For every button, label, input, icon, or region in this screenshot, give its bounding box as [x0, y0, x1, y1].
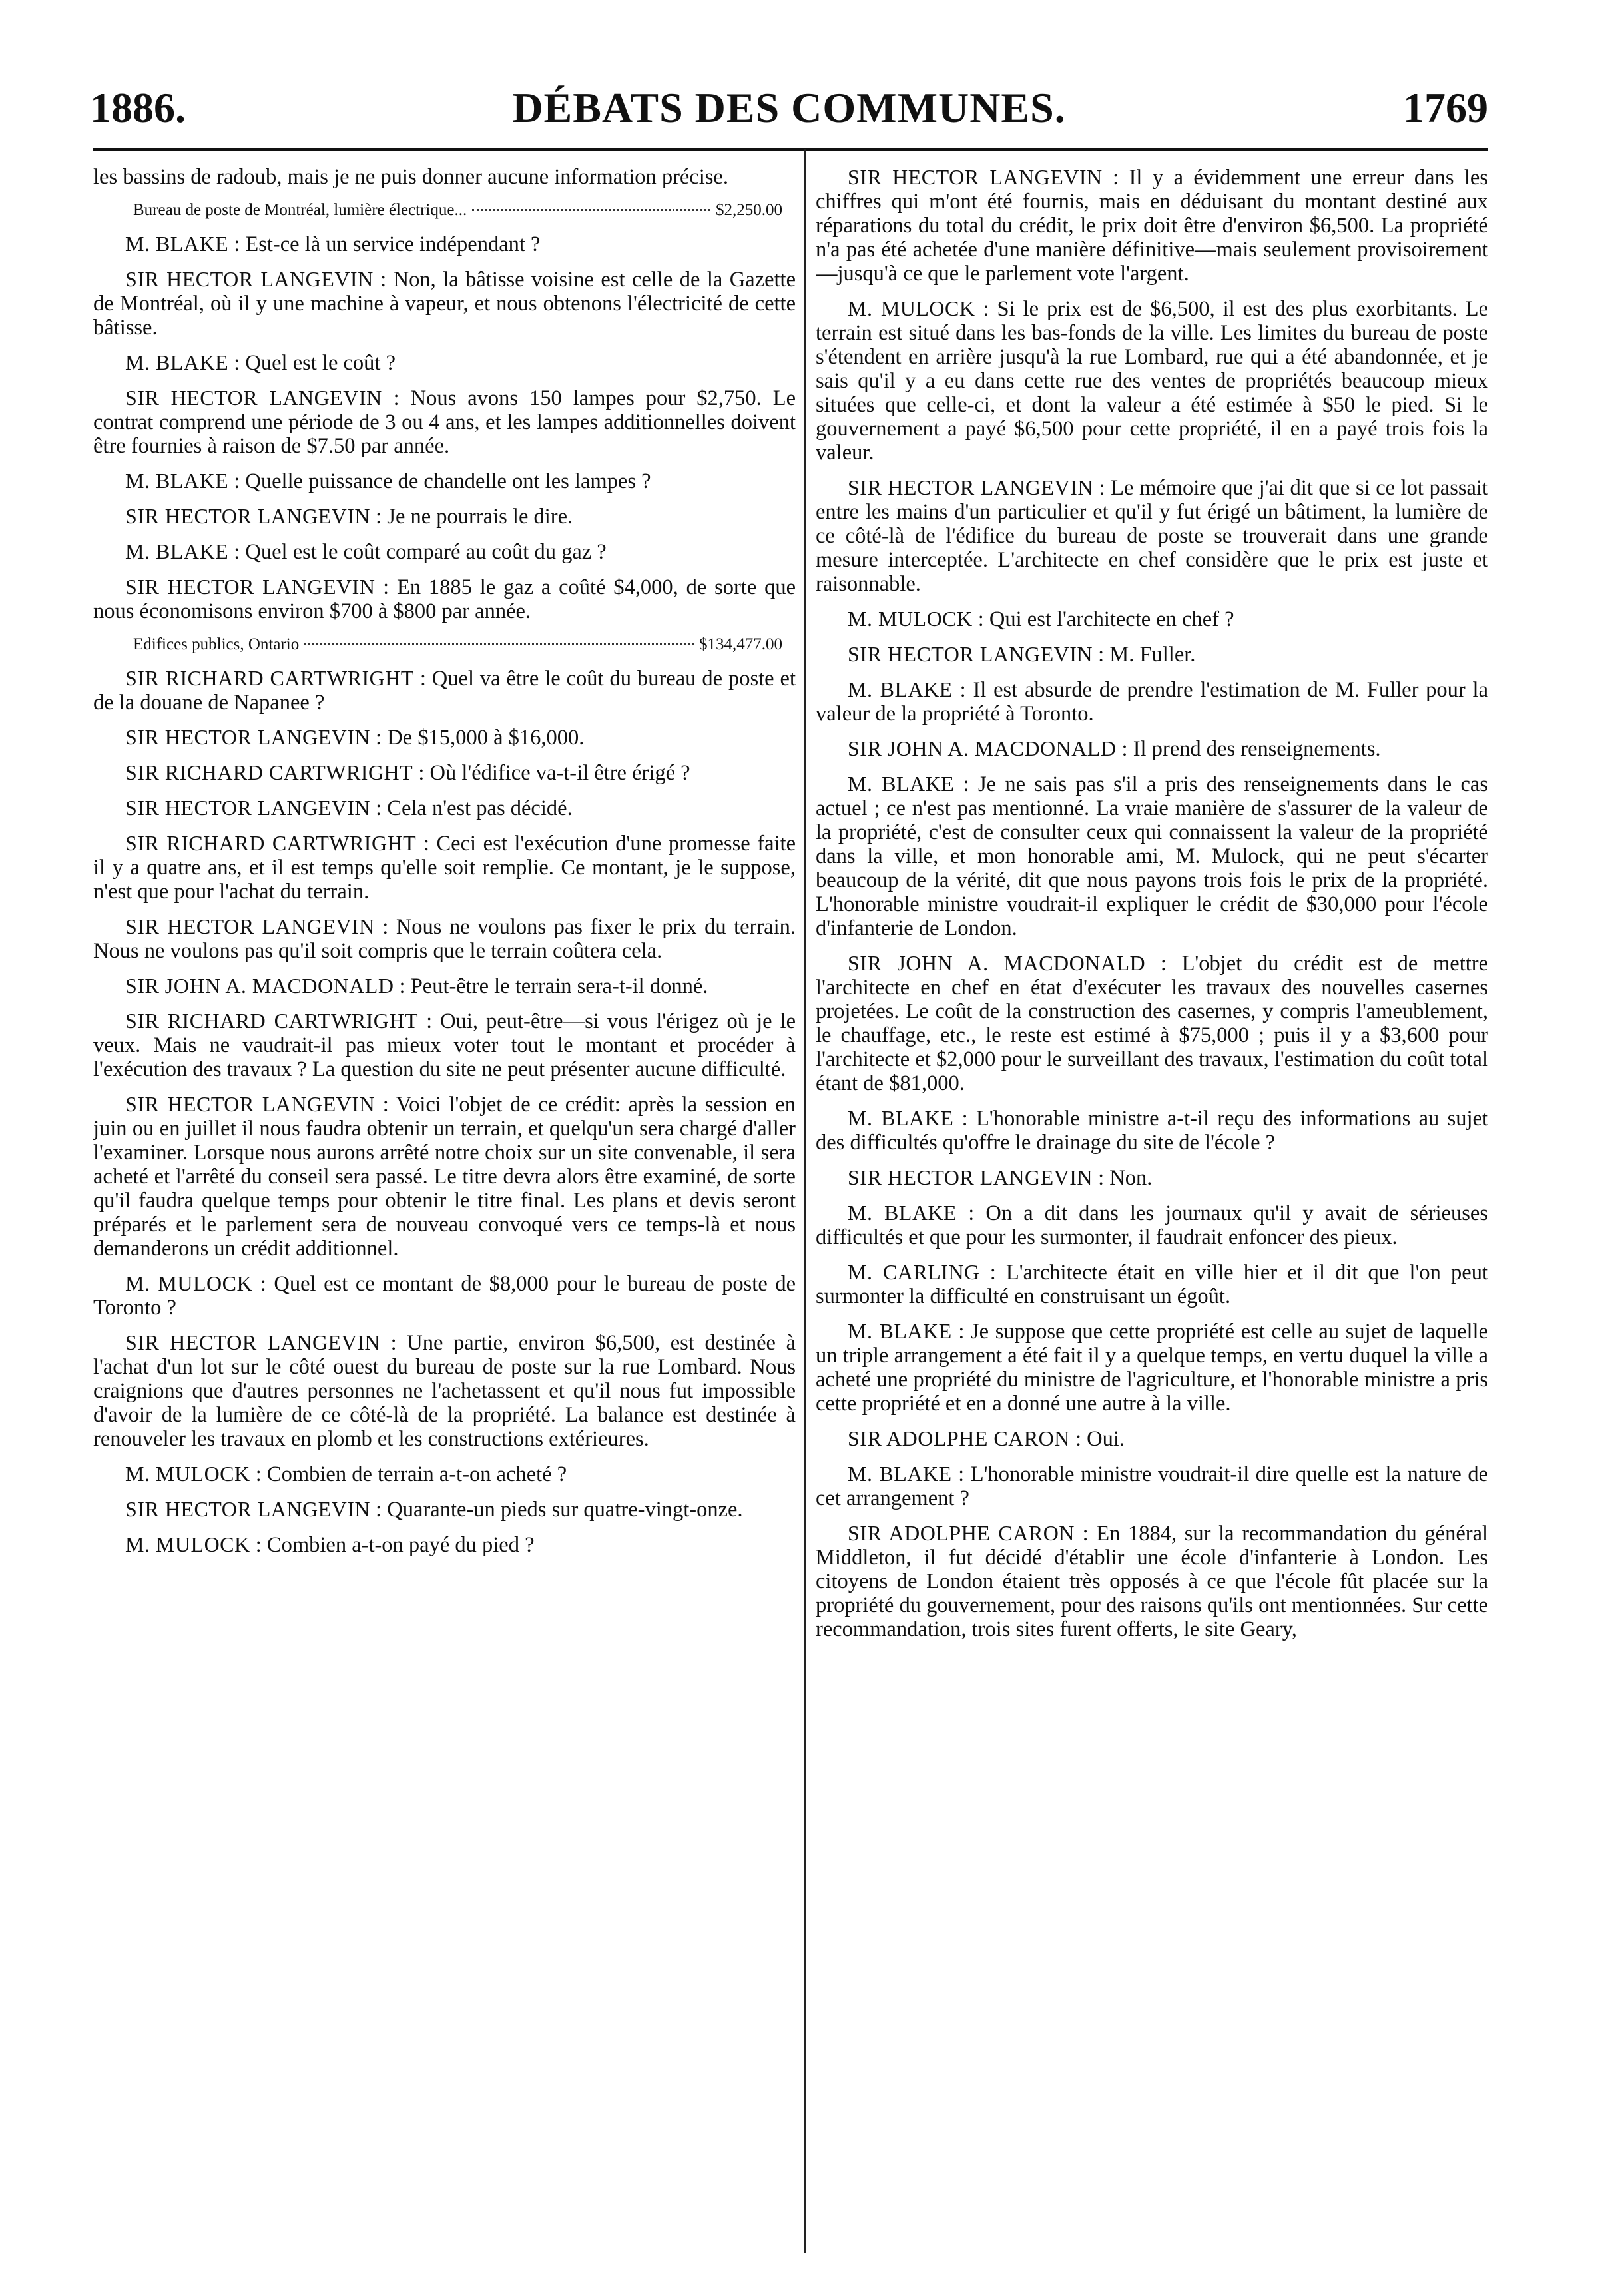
speaker-name: SIR JOHN A. MACDONALD [848, 951, 1146, 975]
header-year: 1886. [90, 84, 186, 131]
speech-text: L'architecte était en ville hier et il dit que l'on peut surmonter la difficulté en construisant un égoût. [816, 1261, 1488, 1308]
speech-paragraph [93, 539, 796, 564]
speech-text: Je ne sais pas s'il a pris des renseignements dans le cas actuel ; ce n'est pas mentionné. La vraie manière de s'assurer de la valeur de la propriété, c'est de consulter ceux qui connaissent la valeur de la propriété dans la ville, et mon honorable ami, M. Mulock, qui ne peut s'écarter beaucoup de la vérité, dit que nous payons trois fois le prix de la propriété. L'honorable ministre voudrait-il expliquer le crédit de $30,000 pour l'école d'infanterie de London. [816, 772, 1488, 940]
speech-paragraph [93, 760, 796, 785]
speech-paragraph [816, 677, 1488, 726]
speaker-name: M. BLAKE [848, 1462, 952, 1486]
speech-text: Quel est ce montant de $8,000 pour le bureau de poste de Toronto ? [93, 1272, 796, 1320]
speech-text: Oui, peut-être—si vous l'érigez où je le veux. Mais ne vaudrait-il pas mieux voter tout le montant et procéder à l'exécution des travaux ? La question du site ne peut présenter aucune difficulté. [93, 1009, 796, 1081]
speech-paragraph [816, 642, 1488, 667]
speech-paragraph [93, 1271, 796, 1320]
speaker-separator: : [952, 678, 973, 702]
speech-text: Je ne pourrais le dire. [387, 505, 573, 529]
speech-text: Combien de terrain a-t-on acheté ? [266, 1462, 567, 1486]
speaker-name: M. BLAKE [125, 232, 229, 256]
speaker-separator: : [413, 667, 432, 691]
speech-paragraph [93, 386, 796, 458]
speaker-separator: : [1102, 166, 1129, 190]
speech-paragraph [93, 267, 796, 340]
speaker-name: M. BLAKE [848, 1319, 952, 1343]
speaker-separator: : [228, 540, 246, 564]
speech-paragraph [816, 1165, 1488, 1190]
speech-paragraph [816, 607, 1488, 631]
speaker-name: SIR HECTOR LANGEVIN [125, 796, 371, 820]
speaker-name: M. BLAKE [125, 539, 229, 563]
speaker-name: M. MULOCK [125, 1462, 250, 1486]
speech-text: En 1885 le gaz a coûté $4,000, de sorte que nous économisons environ $700 à $800 par année. [93, 575, 796, 623]
speech-text: De $15,000 à $16,000. [387, 726, 585, 750]
speech-paragraph [816, 951, 1488, 1095]
speech-text: Combien a-t-on payé du pied ? [266, 1533, 535, 1557]
speech-paragraph [93, 666, 796, 715]
speaker-separator: : [374, 915, 396, 939]
page-header [90, 83, 1488, 137]
speaker-separator: : [250, 1533, 267, 1557]
speaker-separator: : [380, 1331, 407, 1355]
header-title: DÉBATS DES COMMUNES. [512, 84, 1066, 131]
speaker-separator: : [252, 1272, 274, 1296]
speech-text: Qui est l'architecte en chef ? [989, 607, 1234, 631]
speech-text: Quel est le coût ? [245, 351, 396, 375]
speech-text: Quel est le coût comparé au coût du gaz ? [245, 540, 607, 564]
speech-text: Où l'édifice va-t-il être érigé ? [429, 761, 690, 785]
leader-dots [472, 209, 710, 211]
speech-paragraph [816, 1106, 1488, 1155]
speech-paragraph [93, 504, 796, 529]
speech-paragraph [93, 725, 796, 750]
speech-paragraph [816, 1260, 1488, 1308]
header-page-number: 1769 [1403, 84, 1488, 131]
speech-text: Non, la bâtisse voisine est celle de la Gazette de Montréal, où il y une machine à vapeur, et nous obtenons l'électricité de cette bâtisse. [93, 268, 796, 340]
speech-paragraph [816, 1201, 1488, 1249]
leader-dots [304, 643, 694, 645]
speech-text: Il est absurde de prendre l'estimation de M. Fuller pour la valeur de la propriété à Toronto. [816, 678, 1488, 726]
speaker-separator: : [1069, 1427, 1087, 1451]
speech-text: Quarante-un pieds sur quatre-vingt-onze. [387, 1498, 743, 1522]
speaker-separator: : [413, 761, 430, 785]
speaker-separator: : [394, 974, 411, 998]
speech-paragraph [93, 1092, 796, 1261]
speaker-separator: : [979, 1261, 1006, 1285]
estimate-item [93, 200, 796, 221]
speech-paragraph [93, 469, 796, 493]
speaker-name: SIR JOHN A. MACDONALD [848, 736, 1117, 760]
speaker-separator: : [370, 796, 388, 820]
speaker-name: SIR RICHARD CARTWRIGHT [125, 831, 417, 855]
speech-paragraph [93, 1532, 796, 1557]
speaker-name: M. CARLING [848, 1260, 980, 1284]
speaker-name: SIR HECTOR LANGEVIN [125, 725, 371, 749]
speech-paragraph [93, 914, 796, 963]
speech-paragraph [816, 1462, 1488, 1510]
speaker-name: SIR JOHN A. MACDONALD [125, 974, 394, 998]
speech-text: M. Fuller. [1109, 643, 1196, 667]
speech-text: Le mémoire que j'ai dit que si ce lot passait entre les mains d'un particulier et qu'il y fut érigé un bâtiment, la lumière de ce côté-là de l'édifice du bureau de poste se trouverait dans une grande mesure interceptée. L'architecte en chef considère que le prix est juste et raisonnable. [816, 476, 1488, 596]
speaker-name: SIR HECTOR LANGEVIN [848, 165, 1103, 189]
left-column [93, 165, 796, 2269]
speech-paragraph [816, 165, 1488, 286]
speaker-name: SIR HECTOR LANGEVIN [848, 475, 1093, 499]
speaker-name: SIR HECTOR LANGEVIN [125, 575, 376, 599]
column-divider [804, 149, 806, 2253]
speaker-name: M. MULOCK [125, 1271, 253, 1295]
speech-paragraph [93, 1009, 796, 1081]
speaker-separator: : [228, 232, 246, 256]
speaker-separator: : [951, 1462, 971, 1486]
estimate-label: Edifices publics, Ontario [133, 635, 300, 653]
speaker-separator: : [975, 297, 997, 321]
speaker-separator: : [1093, 1166, 1110, 1190]
speech-text: Cela n'est pas décidé. [387, 796, 573, 820]
speech-text: Une partie, environ $6,500, est destinée à l'achat d'un lot sur le côté ouest du bureau de poste sur la rue Lombard. Nous craignions que d'autres personnes ne l'achetassent et qu'il nous fut impossible d'avoir de la lumière de ce côté-là de la propriété. La balance est destinée à renouveler les travaux en plomb et les constructions extérieures. [93, 1331, 796, 1451]
speech-text: On a dit dans les journaux qu'il y avait de sérieuses difficultés et que pour les surmonter, il faudrait enfoncer des pieux. [816, 1201, 1488, 1249]
speaker-name: M. BLAKE [848, 1201, 957, 1225]
speaker-name: SIR HECTOR LANGEVIN [125, 1330, 380, 1354]
speaker-separator: : [416, 832, 437, 856]
speaker-name: SIR HECTOR LANGEVIN [125, 504, 371, 528]
speaker-separator: : [370, 726, 388, 750]
speaker-separator: : [1093, 643, 1110, 667]
speaker-separator: : [951, 1320, 971, 1344]
speaker-separator: : [250, 1462, 267, 1486]
speech-text: L'honorable ministre a-t-il reçu des informations au sujet des difficultés qu'offre le drainage du site de l'école ? [816, 1107, 1488, 1155]
speaker-name: M. BLAKE [125, 469, 229, 493]
speech-text: Non. [1109, 1166, 1153, 1190]
speech-paragraph [93, 974, 796, 998]
speech-paragraph [93, 232, 796, 256]
speech-text: Peut-être le terrain sera-t-il donné. [410, 974, 708, 998]
speaker-separator: : [1074, 1522, 1097, 1546]
speech-paragraph [93, 350, 796, 375]
speaker-name: M. BLAKE [125, 350, 229, 374]
speaker-separator: : [228, 469, 246, 493]
speaker-name: SIR HECTOR LANGEVIN [125, 1092, 376, 1116]
speaker-name: SIR RICHARD CARTWRIGHT [125, 760, 413, 784]
speech-paragraph [816, 475, 1488, 596]
speech-text: Si le prix est de $6,500, il est des plus exorbitants. Le terrain est situé dans les bas-fonds de la ville. Les limites du bureau de poste s'étendent en arrière jusqu'à la rue Lombard, rue qui a été abandonnée, et je sais qu'il y a eu dans cette rue des ventes de propriétés beaucoup mieux situées que celle-ci, et dont la valeur a été estimée à $50 le pied. Si le gouvernement a payé $6,500 pour cette propriété, il en a payé trois fois la valeur. [816, 297, 1488, 465]
speech-text: L'objet du crédit est de mettre l'architecte en chef en état d'exécuter les travaux des nouvelles casernes projetées. Le coût de la construction des casernes, y compris l'ameublement, le chauffage, etc., le reste est estimé à $75,000 ; puis il y a $3,600 pour l'architecte et $2,000 pour le surveillant des travaux, l'estimation du coût total étant de $81,000. [816, 952, 1488, 1095]
speech-text: Est-ce là un service indépendant ? [245, 232, 541, 256]
speech-paragraph [816, 772, 1488, 940]
speech-text: Nous avons 150 lampes pour $2,750. Le contrat comprend une période de 3 ou 4 ans, et les lampes additionnelles doivent être fournies à raison de $7.50 par année. [93, 386, 796, 458]
speech-text: Voici l'objet de ce crédit: après la session en juin ou en juillet il nous faudra obtenir un terrain, et quelqu'un sera chargé d'aller l'examiner. Lorsque nous aurons arrêté notre choix sur un site convenable, il sera acheté et l'arrêté du conseil sera passé. Le titre devra alors être examiné, de sorte qu'il faudra quelque temps pour obtenir le titre final. Les plans et devis seront préparés et le parlement sera de nouveau convoqué vers ce temps-là et nous demanderons un crédit additionnel. [93, 1093, 796, 1261]
speaker-name: M. BLAKE [848, 1106, 954, 1130]
speaker-separator: : [228, 351, 246, 375]
speech-text: Quelle puissance de chandelle ont les lampes ? [245, 469, 651, 493]
speech-text: Nous ne voulons pas fixer le prix du terrain. Nous ne voulons pas qu'il soit compris que le terrain coûtera cela. [93, 915, 796, 963]
speaker-separator: : [370, 505, 388, 529]
paragraph-continuation: les bassins de radoub, mais je ne puis donner aucune information précise. [93, 165, 728, 189]
speech-text: Ceci est l'exécution d'une promesse faite il y a quatre ans, et il est temps qu'elle soit remplie. Ce montant, je le suppose, n'est que pour l'achat du terrain. [93, 832, 796, 904]
speaker-separator: : [1093, 476, 1111, 500]
speaker-name: M. BLAKE [848, 772, 955, 796]
speech-paragraph [93, 575, 796, 623]
speaker-name: M. MULOCK [848, 607, 973, 631]
speech-paragraph [816, 736, 1488, 761]
estimate-item [93, 634, 796, 655]
speech-paragraph [93, 831, 796, 904]
speaker-name: SIR HECTOR LANGEVIN [125, 914, 375, 938]
estimate-amount: $134,477.00 [699, 635, 782, 653]
speech-text: Il prend des renseignements. [1133, 737, 1381, 761]
speaker-separator: : [972, 607, 989, 631]
speech-text: L'honorable ministre voudrait-il dire quelle est la nature de cet arrangement ? [816, 1462, 1488, 1510]
speaker-name: SIR RICHARD CARTWRIGHT [125, 1009, 419, 1033]
speech-paragraph [93, 1497, 796, 1522]
speaker-separator: : [954, 772, 978, 796]
right-column [816, 165, 1488, 2269]
speaker-name: SIR HECTOR LANGEVIN [125, 1497, 371, 1521]
speaker-name: M. BLAKE [848, 677, 953, 701]
speaker-separator: : [370, 1498, 388, 1522]
speaker-name: SIR RICHARD CARTWRIGHT [125, 666, 414, 690]
speech-text: Oui. [1087, 1427, 1125, 1451]
speech-text: Il y a évidemment une erreur dans les chiffres qui m'ont été fournis, mais en déduisant du montant destiné aux réparations du total du crédit, le prix doit être d'environ $6,500. La propriété n'a pas été achetée d'une manière définitive—mais seulement provisoirement —jusqu'à ce que le parlement vote l'argent. [816, 166, 1488, 286]
speech-text: En 1884, sur la recommandation du général Middleton, il fut décidé d'établir une école d'infanterie à London. Les citoyens de London étaient très opposés à ce que l'école fût placée sur la propriété du gouvernement, pour des raisons qu'ils ont mentionnées. Sur cette recommandation, trois sites furent offerts, le site Geary, [816, 1522, 1488, 1641]
speech-paragraph [816, 296, 1488, 465]
speech-paragraph [816, 1426, 1488, 1451]
speaker-name: SIR HECTOR LANGEVIN [848, 1165, 1093, 1189]
header-rule [93, 148, 1488, 151]
speaker-name: M. MULOCK [848, 296, 975, 320]
speaker-separator: : [375, 1093, 396, 1117]
estimate-label: Bureau de poste de Montréal, lumière électrique... [133, 201, 467, 219]
speaker-name: SIR ADOLPHE CARON [848, 1426, 1070, 1450]
speaker-separator: : [953, 1107, 976, 1131]
speaker-name: SIR HECTOR LANGEVIN [848, 642, 1093, 666]
speaker-separator: : [957, 1201, 986, 1225]
speaker-separator: : [1145, 952, 1182, 976]
speech-paragraph [93, 1330, 796, 1451]
speaker-name: SIR HECTOR LANGEVIN [125, 386, 382, 410]
speech-paragraph [93, 1462, 796, 1486]
speaker-name: M. MULOCK [125, 1532, 250, 1556]
speech-paragraph [816, 1521, 1488, 1641]
speaker-separator: : [418, 1009, 441, 1033]
estimate-amount: $2,250.00 [716, 201, 782, 219]
speaker-separator: : [375, 575, 398, 599]
speech-paragraph [816, 1319, 1488, 1416]
speech-text: Quel va être le coût du bureau de poste et de la douane de Napanee ? [93, 667, 796, 715]
speech-text: Je suppose que cette propriété est celle au sujet de laquelle un triple arrangement a été fait il y a quelque temps, en vertu duquel la ville a acheté une propriété du ministre de l'agriculture, et l'honorable ministre a pris cette propriété et en a donné une autre à la ville. [816, 1320, 1488, 1416]
speaker-separator: : [382, 386, 411, 410]
speaker-separator: : [1116, 737, 1133, 761]
speech-paragraph [93, 796, 796, 820]
speaker-name: SIR HECTOR LANGEVIN [125, 267, 374, 291]
speaker-separator: : [373, 268, 394, 292]
speaker-name: SIR ADOLPHE CARON [848, 1521, 1075, 1545]
